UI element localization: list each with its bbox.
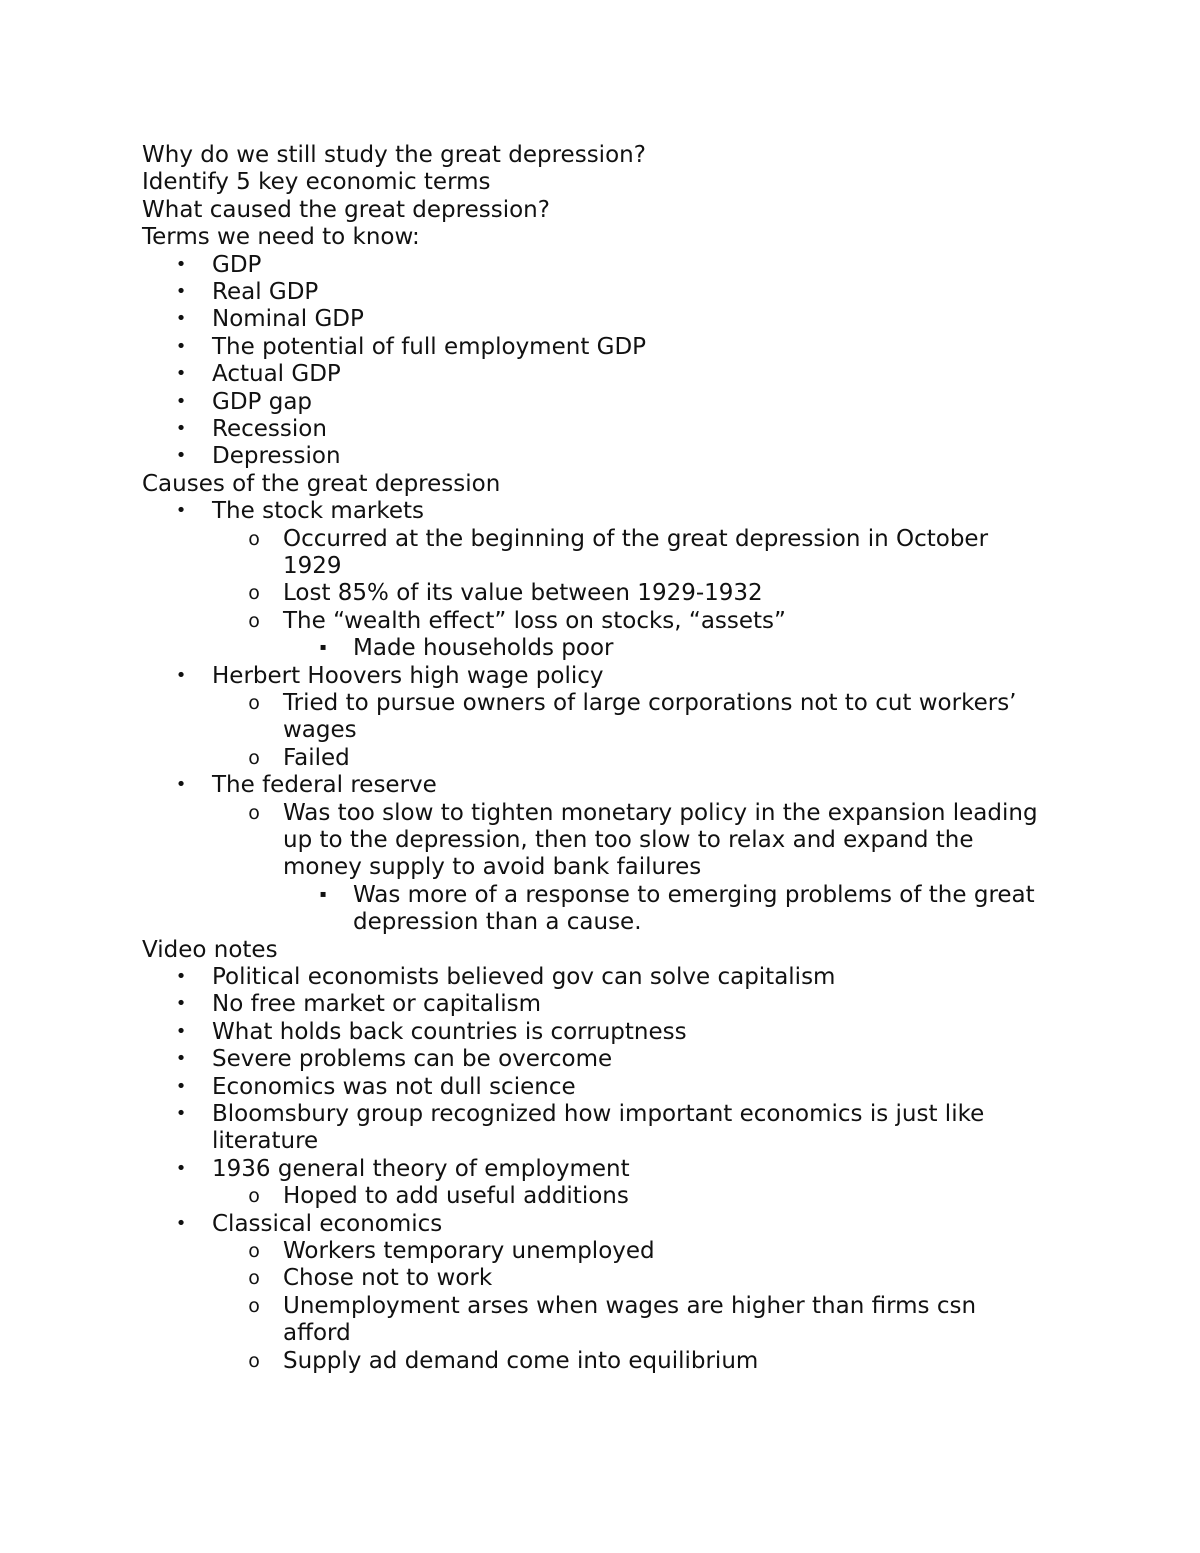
list-item-text: Political economists believed gov can solve capitalism xyxy=(212,964,836,990)
list-item-text: Hoped to add useful additions xyxy=(283,1183,629,1210)
list-item-text: Severe problems can be overcome xyxy=(212,1046,613,1073)
list-item-text: Depression xyxy=(212,443,341,470)
list-item-text: wages xyxy=(283,717,357,744)
list-item-text: What holds back countries is corruptness xyxy=(212,1018,687,1045)
list-item-text: up to the depression, then too slow to relax and expand the xyxy=(283,827,974,853)
bullet-icon: • xyxy=(175,1157,187,1179)
circle-bullet-icon: o xyxy=(248,1294,260,1317)
bullet-icon: • xyxy=(175,1212,187,1234)
list-item-text: Was too slow to tighten monetary policy in the expansion leading xyxy=(283,799,1038,826)
list-item-text: money supply to avoid bank failures xyxy=(283,854,702,881)
bullet-icon: • xyxy=(175,1103,187,1124)
list-item-text: GDP xyxy=(212,251,262,278)
list-item-text: Workers temporary unemployed xyxy=(283,1238,655,1264)
square-bullet-icon: ▪ xyxy=(319,888,327,900)
list-item-text: afford xyxy=(283,1320,351,1347)
paragraph-line: Terms we need to know: xyxy=(142,224,420,251)
bullet-icon: • xyxy=(175,966,187,987)
circle-bullet-icon: o xyxy=(248,692,260,714)
list-item-text: Herbert Hoovers high wage policy xyxy=(212,662,604,689)
square-bullet-icon: ▪ xyxy=(319,642,327,654)
list-item-text: The stock markets xyxy=(212,498,425,525)
paragraph-line: Identify 5 key economic terms xyxy=(142,169,491,196)
bullet-icon: • xyxy=(175,993,187,1015)
list-item-text: The potential of full employment GDP xyxy=(212,333,647,360)
list-item-text: Made households poor xyxy=(353,635,614,662)
list-item-text: Supply ad demand come into equilibrium xyxy=(283,1347,759,1374)
bullet-icon: • xyxy=(175,1075,187,1097)
list-item-text: Lost 85% of its value between 1929-1932 xyxy=(283,580,763,607)
bullet-icon: • xyxy=(175,1048,187,1070)
paragraph-line: Causes of the great depression xyxy=(142,470,501,497)
paragraph-line: What caused the great depression? xyxy=(142,196,550,223)
circle-bullet-icon: o xyxy=(248,1349,260,1372)
list-item-text: Bloomsbury group recognized how important economics is just like xyxy=(212,1101,985,1127)
list-item-text: 1929 xyxy=(283,553,342,579)
list-item-text: The federal reserve xyxy=(212,772,437,799)
list-item-text: Chose not to work xyxy=(283,1265,493,1292)
circle-bullet-icon: o xyxy=(248,746,260,769)
list-item-text: Unemployment arses when wages are higher than firms csn xyxy=(283,1292,977,1319)
list-item-text: Real GDP xyxy=(212,279,319,305)
circle-bullet-icon: o xyxy=(248,582,260,605)
list-item-text: Failed xyxy=(283,744,350,771)
list-item-text: GDP gap xyxy=(212,388,313,415)
circle-bullet-icon: o xyxy=(248,1267,260,1290)
circle-bullet-icon: o xyxy=(248,609,260,632)
paragraph-line: Video notes xyxy=(142,936,278,963)
circle-bullet-icon: o xyxy=(248,1185,260,1208)
bullet-icon: • xyxy=(175,308,187,330)
paragraph-line: Why do we still study the great depression? xyxy=(142,142,646,168)
list-item-text: literature xyxy=(212,1128,319,1155)
list-item-text: Occurred at the beginning of the great depression in October xyxy=(283,525,989,552)
list-item-text: depression than a cause. xyxy=(353,909,642,936)
list-item-text: The “wealth effect” loss on stocks, “assets” xyxy=(283,607,786,634)
list-item-text: Actual GDP xyxy=(212,361,341,388)
circle-bullet-icon: o xyxy=(248,527,260,550)
list-item-text: Tried to pursue owners of large corporations not to cut workers’ xyxy=(283,690,1017,716)
bullet-icon: • xyxy=(175,281,187,302)
bullet-icon: • xyxy=(175,418,187,439)
list-item-text: No free market or capitalism xyxy=(212,991,542,1018)
bullet-icon: • xyxy=(175,774,187,796)
bullet-icon: • xyxy=(175,253,187,275)
list-item-text: Was more of a response to emerging problems of the great xyxy=(353,881,1035,908)
list-item-text: 1936 general theory of employment xyxy=(212,1155,630,1182)
list-item-text: Classical economics xyxy=(212,1210,443,1237)
bullet-icon: • xyxy=(175,390,187,412)
list-item-text: Recession xyxy=(212,416,327,442)
bullet-icon: • xyxy=(175,664,187,686)
circle-bullet-icon: o xyxy=(248,801,260,824)
list-item-text: Nominal GDP xyxy=(212,306,364,333)
bullet-icon: • xyxy=(175,1020,187,1042)
bullet-icon: • xyxy=(175,335,187,357)
list-item-text: Economics was not dull science xyxy=(212,1073,576,1100)
bullet-icon: • xyxy=(175,500,187,522)
bullet-icon: • xyxy=(175,445,187,467)
bullet-icon: • xyxy=(175,363,187,385)
circle-bullet-icon: o xyxy=(248,1240,260,1262)
